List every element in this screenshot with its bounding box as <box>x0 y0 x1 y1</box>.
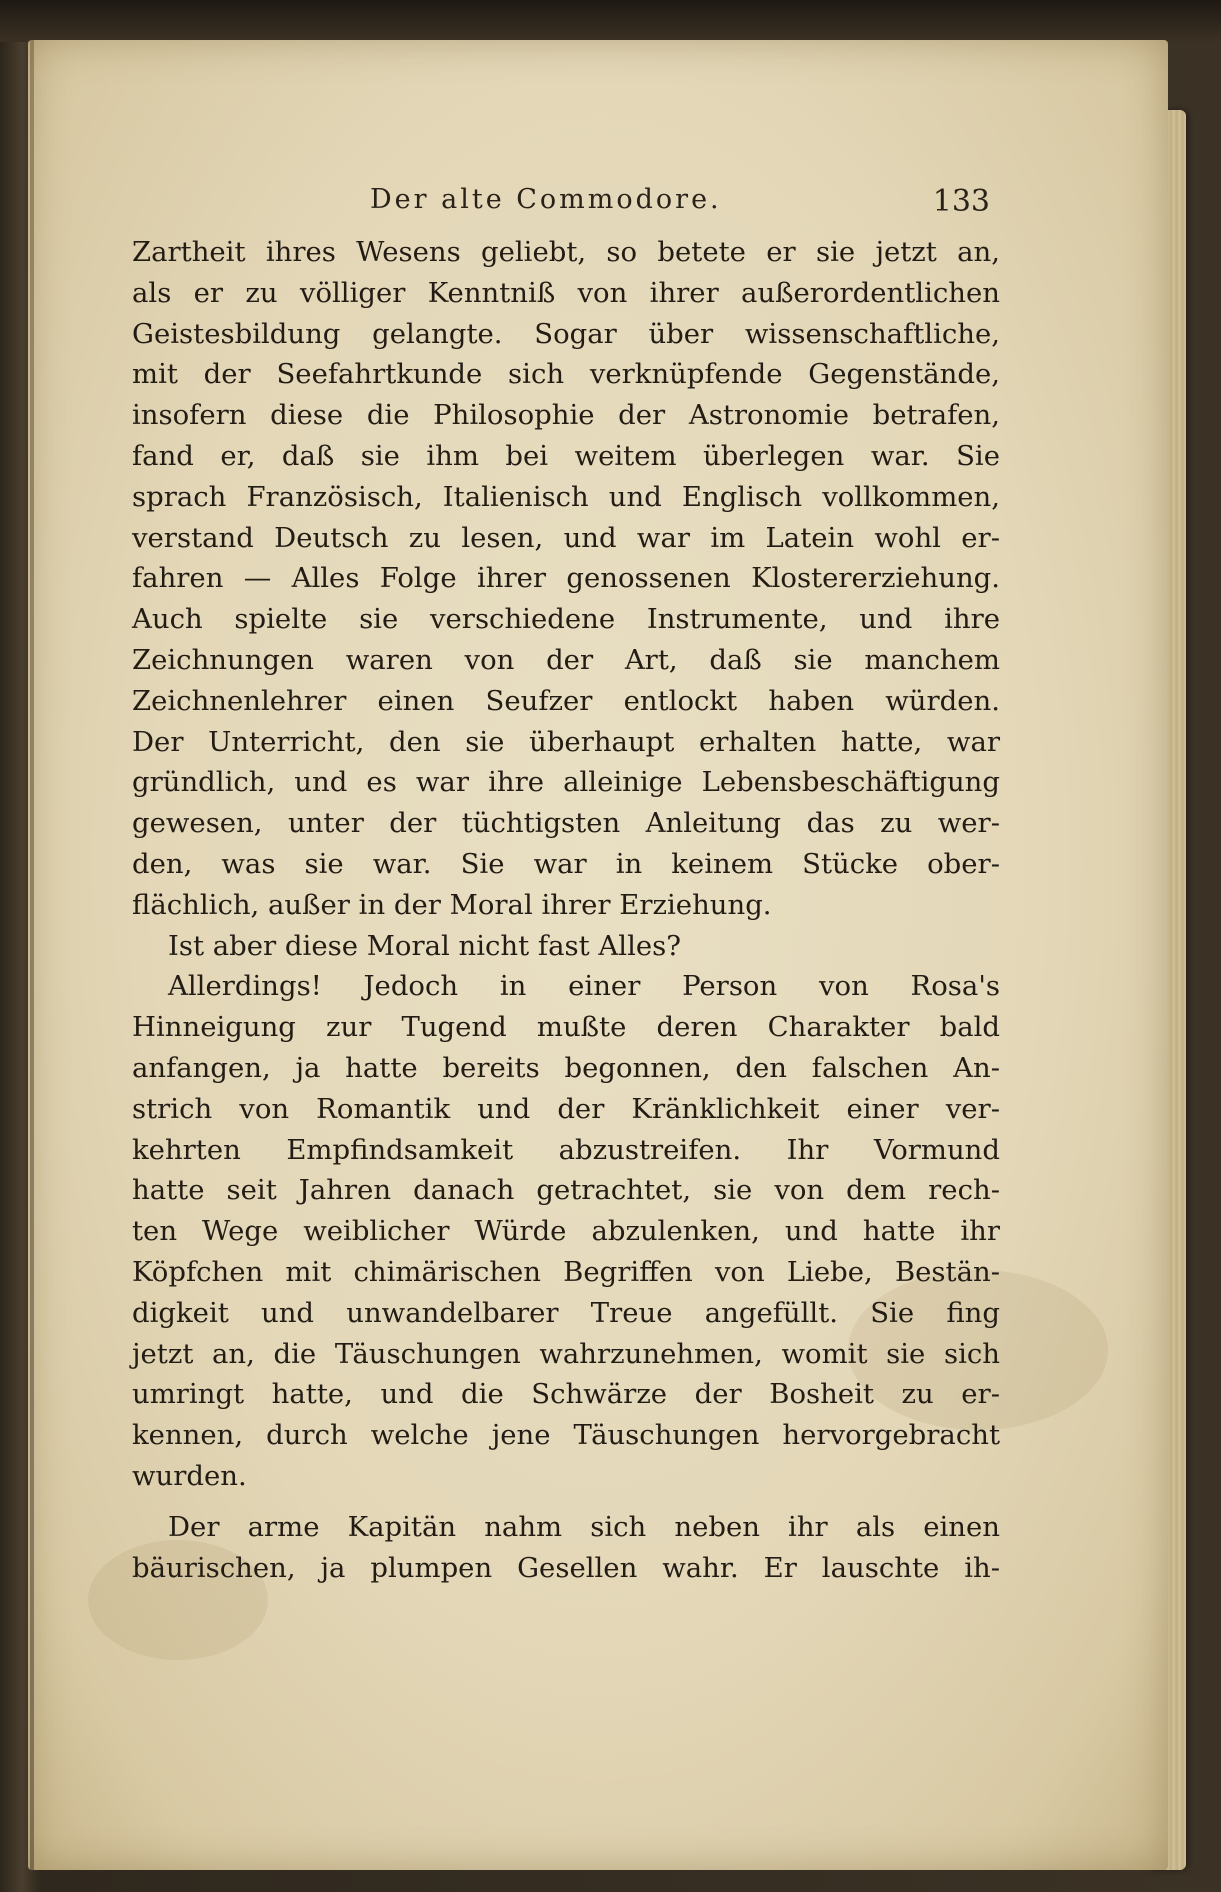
text-line: strich von Romantik und der Kränklichkeit einer ver- <box>132 1092 1000 1125</box>
text-line: sprach Französisch, Italienisch und Englisch vollkommen, <box>132 480 1000 513</box>
running-title: Der alte Commodore. <box>370 184 722 215</box>
text-line: Köpfchen mit chimärischen Begriffen von Liebe, Bestän- <box>132 1255 1000 1288</box>
body-text <box>132 232 1000 1588</box>
text-line: flächlich, außer in der Moral ihrer Erziehung. <box>132 888 772 921</box>
text-line: Der Unterricht, den sie überhaupt erhalten hatte, war <box>132 725 1000 758</box>
text-line: anfangen, ja hatte bereits begonnen, den falschen An- <box>132 1051 1000 1084</box>
text-line: hatte seit Jahren danach getrachtet, sie von dem rech- <box>132 1174 1000 1207</box>
paragraph-gap <box>132 1497 1000 1507</box>
text-line: fand er, daß sie ihm bei weitem überlegen war. Sie <box>132 439 1000 472</box>
text-line: ten Wege weiblicher Würde abzulenken, und hatte ihr <box>132 1215 1000 1248</box>
text-line: bäurischen, ja plumpen Gesellen wahr. Er lauschte ih- <box>132 1551 1000 1584</box>
text-line: kennen, durch welche jene Täuschungen hervorgebracht <box>132 1419 1000 1452</box>
text-line: verstand Deutsch zu lesen, und war im Latein wohl er- <box>132 521 1000 554</box>
text-line: gründlich, und es war ihre alleinige Lebensbeschäftigung <box>132 766 1000 799</box>
text-line: kehrten Empfindsamkeit abzustreifen. Ihr Vormund <box>132 1133 1000 1166</box>
binding-edge <box>30 40 34 1870</box>
text-line: Hinneigung zur Tugend mußte deren Charakter bald <box>132 1011 1000 1044</box>
text-line: den, was sie war. Sie war in keinem Stücke ober- <box>132 847 1000 880</box>
text-line: gewesen, unter der tüchtigsten Anleitung das zu wer- <box>132 807 1000 840</box>
text-line: mit der Seefahrtkunde sich verknüpfende Gegenstände, <box>132 358 1000 391</box>
text-line: umringt hatte, und die Schwärze der Bosheit zu er- <box>132 1378 1000 1411</box>
text-line: als er zu völliger Kenntniß von ihrer außerordentlichen <box>132 276 1000 309</box>
text-line: Der arme Kapitän nahm sich neben ihr als einen <box>168 1510 1000 1543</box>
text-line: Allerdings! Jedoch in einer Person von Rosa's <box>168 970 1000 1003</box>
text-line: Auch spielte sie verschiedene Instrumente, und ihre <box>132 603 1000 636</box>
text-line: wurden. <box>132 1459 247 1492</box>
text-line: Ist aber diese Moral nicht fast Alles? <box>168 929 681 962</box>
text-line: Zeichnenlehrer einen Seufzer entlockt haben würden. <box>132 684 1000 717</box>
text-line: Zartheit ihres Wesens geliebt, so betete er sie jetzt an, <box>132 236 1000 268</box>
page-header <box>140 180 990 230</box>
text-line: fahren — Alles Folge ihrer genossenen Klostererziehung. <box>132 562 1000 595</box>
text-line: Zeichnungen waren von der Art, daß sie manchem <box>132 643 1000 676</box>
text-line: insofern diese die Philosophie der Astronomie betrafen, <box>132 399 1000 432</box>
scan-border-top <box>0 0 1221 42</box>
page-number: 133 <box>932 184 990 219</box>
text-line: digkeit und unwandelbarer Treue angefüllt. Sie fing <box>132 1296 1000 1329</box>
text-line: Geistesbildung gelangte. Sogar über wissenschaftliche, <box>132 317 1000 350</box>
text-line: jetzt an, die Täuschungen wahrzunehmen, womit sie sich <box>132 1337 1000 1370</box>
